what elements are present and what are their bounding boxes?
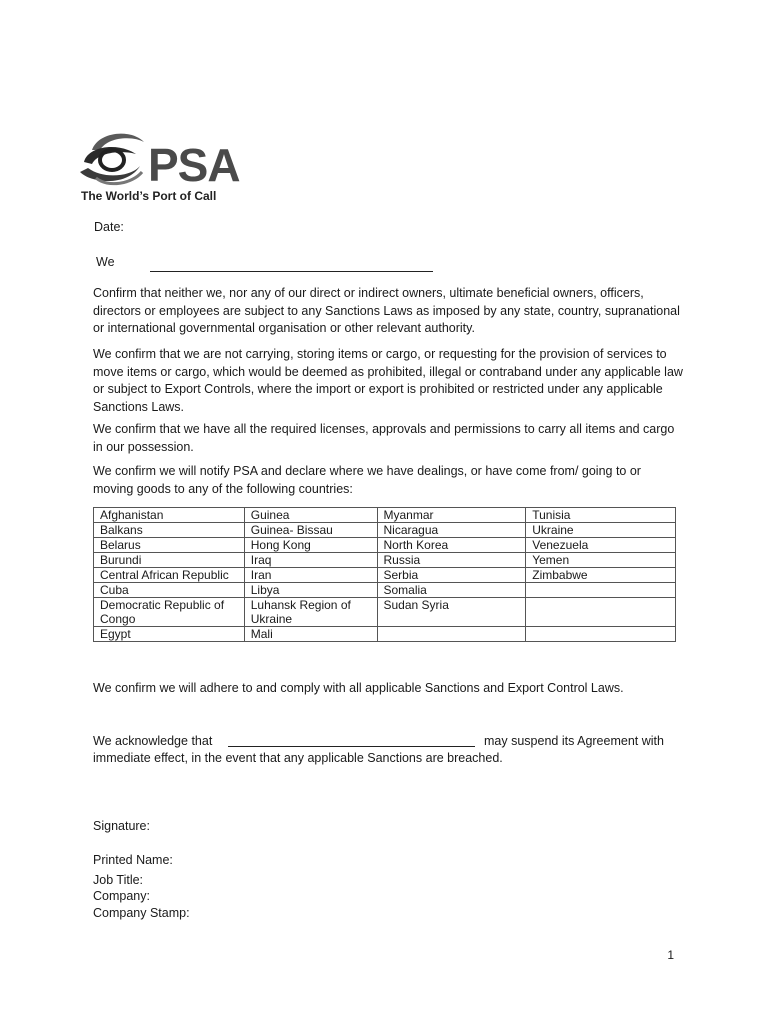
table-cell: Myanmar <box>377 508 526 523</box>
table-cell: Mali <box>244 627 377 642</box>
table-cell: Afghanistan <box>94 508 245 523</box>
logo-brand-text: PSA <box>148 139 240 191</box>
countries-table <box>93 507 676 642</box>
table-cell: Ukraine <box>526 523 676 538</box>
table-row <box>94 627 676 642</box>
we-label: We <box>96 255 115 269</box>
table-cell: Central African Republic <box>94 568 245 583</box>
table-cell: Tunisia <box>526 508 676 523</box>
table-cell: Yemen <box>526 553 676 568</box>
table-cell: Belarus <box>94 538 245 553</box>
table-cell: Serbia <box>377 568 526 583</box>
paragraph-cargo-confirmation: We confirm that we are not carrying, storing items or cargo, or requesting for the provision of services to move items or cargo, which would be deemed as prohibited, illegal or contraband under any applicable law or subject to Export Controls, where the import or export is prohibited or restricted under any applicable Sanctions Laws. <box>93 347 683 414</box>
paragraph-sanctions-status: Confirm that neither we, nor any of our direct or indirect owners, ultimate beneficial owners, officers, directors or employees are subject to any Sanctions Laws as imposed by any state, country, supranational or international governmental organisation or other relevant authority. <box>93 286 680 335</box>
table-row <box>94 538 676 553</box>
table-cell: Egypt <box>94 627 245 642</box>
acknowledge-prefix: We acknowledge that <box>93 734 213 748</box>
table-cell: Luhansk Region of Ukraine <box>244 598 377 627</box>
paragraph-licenses: We confirm that we have all the required licenses, approvals and permissions to carry all items and cargo in our possession. <box>93 422 675 454</box>
table-row <box>94 583 676 598</box>
table-cell: Zimbabwe <box>526 568 676 583</box>
printed-name-label: Printed Name: <box>93 853 173 867</box>
table-row <box>94 508 676 523</box>
table-row <box>94 553 676 568</box>
acknowledge-party-field[interactable] <box>228 746 475 747</box>
table-cell: Cuba <box>94 583 245 598</box>
table-cell <box>526 627 676 642</box>
table-cell: Sudan Syria <box>377 598 526 627</box>
acknowledge-line-2: immediate effect, in the event that any applicable Sanctions are breached. <box>93 751 503 765</box>
table-row <box>94 568 676 583</box>
table-cell <box>526 583 676 598</box>
table-cell: Burundi <box>94 553 245 568</box>
table-cell: Nicaragua <box>377 523 526 538</box>
company-stamp-label: Company Stamp: <box>93 906 190 920</box>
table-cell: Somalia <box>377 583 526 598</box>
page-number: 1 <box>667 948 674 962</box>
table-cell <box>377 627 526 642</box>
table-cell: Democratic Republic of Congo <box>94 598 245 627</box>
table-cell: Guinea <box>244 508 377 523</box>
table-cell: North Korea <box>377 538 526 553</box>
paragraph-compliance: We confirm we will adhere to and comply with all applicable Sanctions and Export Control Laws. <box>93 681 624 695</box>
table-cell: Guinea- Bissau <box>244 523 377 538</box>
table-cell: Iraq <box>244 553 377 568</box>
table-cell: Russia <box>377 553 526 568</box>
logo-tagline: The World’s Port of Call <box>81 189 217 203</box>
table-cell: Balkans <box>94 523 245 538</box>
paragraph-notify-countries: We confirm we will notify PSA and declare where we have dealings, or have come from/ going to or moving goods to any of the following countries: <box>93 464 641 496</box>
date-label: Date: <box>94 220 124 234</box>
psa-swirl-icon <box>78 128 150 190</box>
table-cell: Hong Kong <box>244 538 377 553</box>
company-label: Company: <box>93 889 150 903</box>
table-cell: Libya <box>244 583 377 598</box>
table-cell <box>526 598 676 627</box>
we-name-field[interactable] <box>150 271 433 272</box>
table-cell: Venezuela <box>526 538 676 553</box>
table-cell: Iran <box>244 568 377 583</box>
psa-logo <box>78 126 248 206</box>
job-title-label: Job Title: <box>93 873 144 887</box>
acknowledge-suffix: may suspend its Agreement with <box>484 734 664 748</box>
signature-label: Signature: <box>93 819 150 833</box>
table-row <box>94 598 676 627</box>
table-row <box>94 523 676 538</box>
